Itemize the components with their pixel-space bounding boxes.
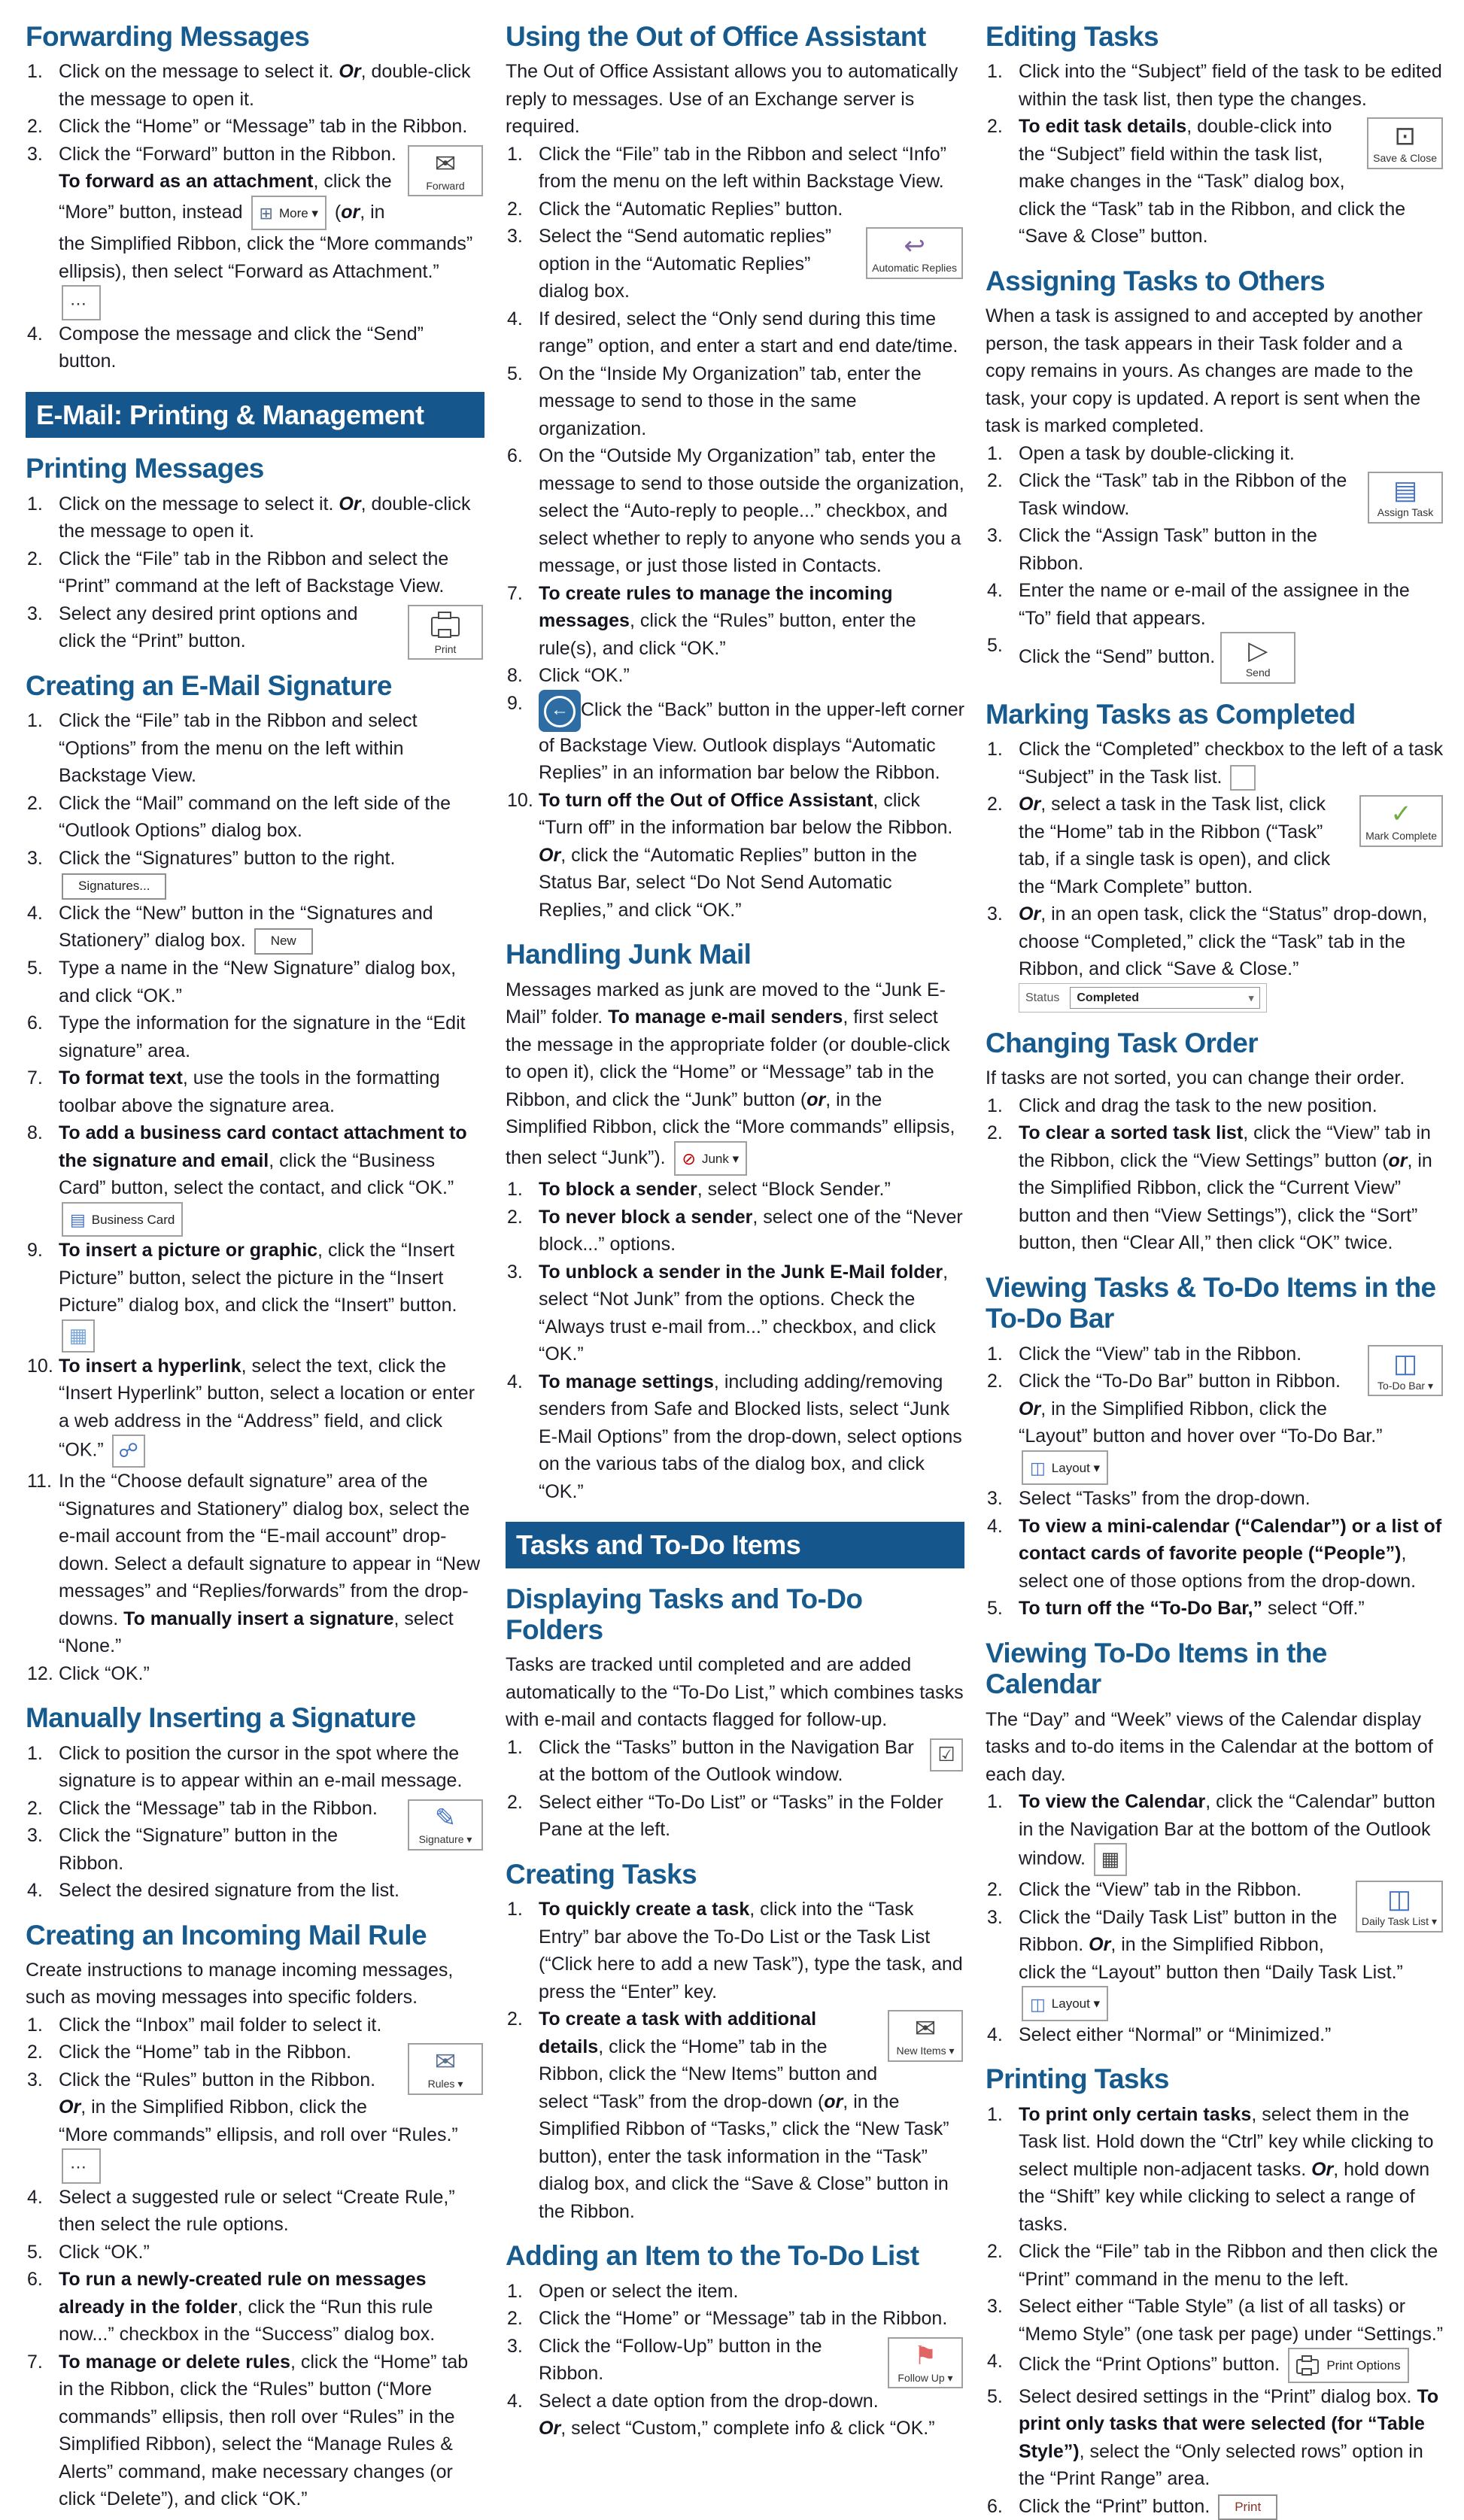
step-item: Click the “Print” button. Print [986, 2493, 1444, 2520]
step-list [986, 58, 1444, 250]
step-list [506, 1896, 964, 2225]
step-item: Click the “File” tab in the Ribbon and select “Info” from the menu on the left within Backstage View. [539, 143, 946, 193]
section-heading: Printing Tasks [986, 2063, 1169, 2095]
calendar-button-icon: ▦ [1094, 1843, 1127, 1876]
step-list [986, 1340, 1444, 1623]
section-heading: Assigning Tasks to Others [986, 265, 1326, 296]
step-item: Click the “File” tab in the Ribbon and select the “Print” command at the left of Backstage View. [59, 548, 449, 597]
section-intro: Messages marked as junk are moved to the “Junk E-Mail” folder. To manage e-mail senders, first select the message in the appropriate folder (or double-click to open it), click the “Home” or “Message” tab in the Ribbon, and click the “Junk” button (or, in the Simplified Ribbon, click the “More commands” ellipsis, then select “Junk”). ⊘ Junk ▾ [506, 976, 964, 1177]
step-item: ✉ Rules ▾ Click the “Home” tab in the Ribbon. [26, 2039, 484, 2066]
step-list [26, 707, 484, 1687]
step-item: Click on the message to select it. Or, double-click the message to open it. [59, 493, 471, 542]
section-heading: Manually Inserting a Signature [26, 1702, 416, 1734]
section-heading: Creating an E-Mail Signature [26, 669, 392, 701]
step-item: Select desired settings in the “Print” dialog box. To print only tasks that were selected (for “Table Style”), select the “Only selected rows” option in the “Print Range” area. [1019, 2385, 1439, 2490]
section-intro: When a task is assigned to and accepted by another person, the task appears in their Task folder and a copy remains in yours. As changes are made to the task, your copy is updated. A report is sent when the task is marked completed. [986, 305, 1423, 437]
printer-icon [1296, 2359, 1319, 2374]
step-item: ⊡ Save & Close To edit task details, double-click into the “Subject” field within the task list, make changes in the “Task” dialog box, click the “Task” tab in the Ribbon, and click the “Save & Close” button. [986, 113, 1444, 250]
step-item: To turn off the Out of Office Assistant, click “Turn off” in the information bar below the Ribbon. Or, click the “Automatic Replies” button in the Status Bar, select “Do Not Send Automatic Replies,” and click “OK.” [539, 789, 953, 921]
step-item: Click the “Home” or “Message” tab in the Ribbon. [539, 2308, 948, 2330]
step-item: To run a newly-created rule on messages already in the folder, click the “Run this rule now...” checkbox in the “Success” dialog box. [59, 2269, 436, 2345]
section-heading: Viewing Tasks & To-Do Items in the To-Do Bar [986, 1271, 1436, 1334]
layout-button-icon: ◫ Layout ▾ [1022, 1986, 1108, 2021]
section-heading: Marking Tasks as Completed [986, 698, 1356, 730]
step-item: Select the desired signature from the list. [59, 1880, 400, 1902]
step-item: To clear a sorted task list, click the “View” tab in the Ribbon, click the “View Settings” button (or, in the Simplified Ribbon, click the “Current View” button and then “View Settings”), click the “Sort” button, then “Clear All,” then click “OK” twice. [1019, 1122, 1432, 1254]
step-list [26, 58, 484, 375]
assign-task-button-icon: ▤ Assign Task [1368, 472, 1443, 523]
step-item: To view a mini-calendar (“Calendar”) or a list of contact cards of favorite people (“People”), select one of those options from the drop-down. [1019, 1515, 1442, 1592]
column-right [986, 21, 1444, 2517]
step-item: Click the “Signatures” button to the right. Signatures... [26, 845, 484, 900]
print-options-button-icon: Print Options [1288, 2348, 1408, 2383]
step-item: To never block a sender, select one of the “Never block...” options. [539, 1206, 963, 1255]
section-intro: The Out of Office Assistant allows you to automatically reply to messages. Use of an Exchange server is required. [506, 61, 958, 138]
hyperlink-button-icon: ☍ [112, 1435, 145, 1468]
step-item: Enter the name or e-mail of the assignee in the “To” field that appears. [1019, 580, 1410, 629]
step-list [986, 1788, 1444, 2048]
step-item: Select either “To-Do List” or “Tasks” in the Folder Pane at the left. [539, 1791, 943, 1841]
step-item: On the “Outside My Organization” tab, enter the message to send to those outside the organization, select the “Auto-reply to people...” checkbox, and select whether to reply to anyone who sends you a message, or just those listed in Contacts. [539, 445, 964, 577]
print-button-small-icon: Print [1218, 2494, 1277, 2520]
step-item: Click to position the cursor in the spot where the signature is to appear within an e-mail message. [59, 1742, 463, 1792]
print-button-icon: Print [408, 605, 483, 660]
section-heading: Adding an Item to the To-Do List [506, 2240, 919, 2272]
step-list [26, 1740, 484, 1905]
step-item: To quickly create a task, click into the “Task Entry” bar above the To-Do List or the Task List (“Click here to add a new Task”), type the task, and press the “Enter” key. [539, 1899, 963, 2002]
section-intro: If tasks are not sorted, you can change their order. [986, 1067, 1405, 1089]
section-heading: Displaying Tasks and To-Do Folders [506, 1583, 863, 1645]
ellipsis-button-icon: ⋯ [62, 2148, 101, 2184]
step-list [986, 2101, 1444, 2520]
section-heading: Creating Tasks [506, 1858, 697, 1890]
step-item: To create rules to manage the incoming messages, click the “Rules” button, enter the rule(s), and click “OK.” [539, 582, 916, 659]
step-item: Click and drag the task to the new position. [1019, 1095, 1377, 1116]
step-item: ✓ Mark Complete Or, select a task in the Task list, click the “Home” tab in the Ribbon (“Task” tab, if a single task is open), and click the “Mark Complete” button. [986, 791, 1444, 900]
step-item: Open a task by double-clicking it. [1019, 442, 1295, 464]
step-item: ◫ To-Do Bar ▾ Click the “View” tab in the Ribbon. [986, 1340, 1444, 1368]
step-item: On the “Inside My Organization” tab, enter the message to send to those in the same organization. [539, 363, 922, 439]
section-heading: Forwarding Messages [26, 21, 310, 52]
step-item: Click the “Mail” command on the left side of the “Outlook Options” dialog box. [59, 792, 451, 841]
step-item: ☑ Click the “Tasks” button in the Navigation Bar at the bottom of the Outlook window. [506, 1734, 964, 1789]
section-heading: Editing Tasks [986, 21, 1159, 52]
step-list [986, 736, 1444, 1013]
step-item: ← Click the “Back” button in the upper-left corner of Backstage View. Outlook displays “Automatic Replies” in an information bar below the Ribbon. [506, 690, 964, 787]
step-item: Click the “File” tab in the Ribbon and select “Options” from the menu on the left within Backstage View. [59, 710, 418, 786]
section-intro: The “Day” and “Week” views of the Calendar display tasks and to-do items in the Calendar at the bottom of each day. [986, 1708, 1433, 1785]
step-item: To block a sender, select “Block Sender.” [539, 1179, 891, 1201]
new-button-icon: New [254, 928, 313, 955]
insert-picture-button-icon: ▦ [62, 1319, 95, 1353]
mark-complete-button-icon: ✓ Mark Complete [1359, 795, 1443, 846]
step-item: To insert a picture or graphic, click the “Insert Picture” button, select the picture in the “Insert Picture” dialog box, and click the “Insert” button. ▦ [26, 1237, 484, 1353]
step-item: Click the “Signature” button in the Ribbon. [59, 1825, 339, 1874]
step-item: To turn off the “To-Do Bar,” select “Off.” [1019, 1598, 1365, 1620]
step-list [986, 1092, 1444, 1257]
rules-button-icon: ✉ Rules ▾ [408, 2043, 483, 2094]
step-item: ⚑ Follow Up ▾ Click the “Follow-Up” button in the Ribbon. [506, 2333, 964, 2388]
step-item: Click “OK.” [59, 2241, 150, 2263]
step-item: ✉ Forward Click the “Forward” button in the Ribbon. To forward as an attachment, click the “More” button, instead ⊞ More ▾ (or, in the Simplified Ribbon, click the “More commands” ellipsis), then select “Forward as Attachment.” ⋯ [26, 141, 484, 320]
step-item: To add a business card contact attachment to the signature and email, click the “Business Card” button, select the contact, and click “OK.” ▤ Business Card [26, 1119, 484, 1237]
section-intro: Tasks are tracked until completed and are added automatically to the “To-Do List,” which combines tasks with e-mail and contacts flagged for follow-up. [506, 1654, 964, 1731]
todo-bar-button-icon: ◫ To-Do Bar ▾ [1368, 1345, 1443, 1396]
step-item: ▤ Assign Task Click the “Task” tab in the Ribbon of the Task window. [986, 467, 1444, 522]
step-item: Click the “Rules” button in the Ribbon. Or, in the Simplified Ribbon, click the “More commands” ellipsis, and roll over “Rules.” ⋯ [26, 2066, 484, 2184]
column-middle [506, 21, 964, 2440]
step-item: Click the “New” button in the “Signatures and Stationery” dialog box. New [26, 900, 484, 955]
step-item: Click “OK.” [59, 1662, 150, 1684]
step-item: Click “OK.” [539, 665, 630, 687]
step-item: ◫ Daily Task List ▾ Click the “View” tab in the Ribbon. [986, 1876, 1444, 1904]
step-list [26, 2011, 484, 2513]
step-item: Click the “Completed” checkbox to the left of a task “Subject” in the Task list. [986, 736, 1444, 791]
step-item: ↩ Automatic Replies Select the “Send automatic replies” option in the “Automatic Replies” dialog box. [506, 223, 964, 305]
step-item: Click the “Inbox” mail folder to select it. [59, 2014, 382, 2036]
step-item: Select either “Normal” or “Minimized.” [1019, 2024, 1332, 2045]
section-heading: Creating an Incoming Mail Rule [26, 1919, 427, 1951]
new-items-button-icon: ✉ New Items ▾ [888, 2010, 963, 2061]
step-item: Click on the message to select it. Or, double-click the message to open it. [59, 61, 471, 110]
status-field-icon: Status Completed ▾ [1019, 983, 1267, 1013]
save-close-button-icon: ⊡ Save & Close [1367, 117, 1443, 169]
step-list [506, 141, 964, 925]
step-list [506, 2278, 964, 2443]
section-heading: Viewing To-Do Items in the Calendar [986, 1637, 1327, 1700]
signatures-button-icon: Signatures... [62, 873, 166, 900]
step-list [26, 490, 484, 655]
step-item: Click the “Send” button. ▷ Send [986, 632, 1444, 683]
step-item: To view the Calendar, click the “Calendar” button in the Navigation Bar at the bottom of the Outlook window. ▦ [986, 1788, 1444, 1876]
step-item: If desired, select the “Only send during this time range” option, and enter a start and end date/time. [539, 308, 958, 357]
step-item: Click the “Automatic Replies” button. [539, 198, 843, 220]
step-item: To unblock a sender in the Junk E-Mail folder, select “Not Junk” from the options. Check the “Always trust e-mail from...” checkbox, and click “OK.” [539, 1261, 949, 1365]
more-button-icon: ⊞ More ▾ [251, 196, 327, 231]
junk-button-icon: ⊘ Junk ▾ [674, 1141, 748, 1177]
layout-button-icon: ◫ Layout ▾ [1022, 1450, 1108, 1486]
step-item: In the “Choose default signature” area of the “Signatures and Stationery” dialog box, select the e-mail account from the “E-mail account” drop-down. Select a default signature to appear in “New messages” and “Replies/forwards” from the drop-downs. To manually insert a signature, select “None.” [59, 1471, 481, 1657]
step-item: ✉ New Items ▾ To create a task with additional details, click the “Home” tab in the Ribbon, click the “New Items” button and select “Task” from the drop-down (or, in the Simplified Ribbon of “Tasks,” click the “New Task” button), enter the task information in the “Task” dialog box, and click the “Save & Close” button in the Ribbon. [506, 2005, 964, 2225]
automatic-replies-button-icon: ↩ Automatic Replies [866, 227, 963, 278]
step-item: To insert a hyperlink, select the text, click the “Insert Hyperlink” button, select a location or enter a web address in the “Address” field, and click “OK.” ☍ [26, 1353, 484, 1468]
section-heading: Printing Messages [26, 453, 264, 484]
step-list [506, 1734, 964, 1844]
forward-button-icon: ✉ Forward [408, 145, 483, 196]
step-item: Click the “File” tab in the Ribbon and then click the “Print” command in the menu to the left. [1019, 2241, 1438, 2290]
step-list [986, 440, 1444, 684]
step-item: Or, in an open task, click the “Status” drop-down, choose “Completed,” click the “Task” tab in the Ribbon, and click “Save & Close.” Status Completed ▾ [986, 900, 1444, 1013]
daily-task-list-button-icon: ◫ Daily Task List ▾ [1356, 1881, 1443, 1932]
section-heading: Handling Junk Mail [506, 939, 752, 970]
section-banner: Tasks and To-Do Items [506, 1522, 964, 1568]
step-item: To print only certain tasks, select them in the Task list. Hold down the “Ctrl” key while clicking to select multiple non-adjacent tasks. Or, hold down the “Shift” key while clicking to select a range of tasks. [1019, 2103, 1434, 2235]
step-item: Click the “Daily Task List” button in the Ribbon. Or, in the Simplified Ribbon, click the “Layout” button then “Daily Task List.” ◫ Layout ▾ [986, 1904, 1444, 2021]
ellipsis-button-icon: ⋯ [62, 285, 101, 320]
send-button-icon: ▷ Send [1220, 632, 1295, 683]
step-item: Select “Tasks” from the drop-down. [1019, 1488, 1311, 1510]
step-item: Click the “Home” or “Message” tab in the Ribbon. [59, 116, 468, 138]
completed-checkbox-icon [1230, 765, 1256, 791]
step-list [506, 1176, 964, 1505]
signature-button-icon: ✎ Signature ▾ [408, 1799, 483, 1851]
tasks-button-icon: ☑ [930, 1738, 963, 1772]
step-item: To format text, use the tools in the formatting toolbar above the signature area. [59, 1067, 440, 1116]
step-item: To manage settings, including adding/removing senders from Safe and Blocked lists, select “Junk E-Mail Options” from the drop-down, select options on the various tabs of the dialog box, and click “OK.” [539, 1371, 962, 1502]
section-intro: Create instructions to manage incoming messages, such as moving messages into specific folders. [26, 1959, 454, 2008]
step-item: Click the “To-Do Bar” button in Ribbon. Or, in the Simplified Ribbon, click the “Layout” button and hover over “To-Do Bar.” ◫ Layout ▾ [986, 1368, 1444, 1485]
step-item: Select either “Table Style” (a list of all tasks) or “Memo Style” (one task per page) under “Settings.” [1019, 2296, 1444, 2345]
step-item: Select a date option from the drop-down. Or, select “Custom,” complete info & click “OK.” [539, 2390, 935, 2440]
step-item: Click the “Assign Task” button in the Ribbon. [1019, 525, 1317, 574]
step-item: Type a name in the “New Signature” dialog box, and click “OK.” [59, 958, 457, 1006]
step-item: Click the “Print Options” button. Print Options [986, 2348, 1444, 2383]
step-item: ✎ Signature ▾ Click the “Message” tab in the Ribbon. [26, 1795, 484, 1823]
step-item: Select a suggested rule or select “Create Rule,” then select the rule options. [59, 2186, 455, 2236]
back-button-icon: ← [539, 690, 581, 732]
step-item: To manage or delete rules, click the “Home” tab in the Ribbon, click the “Rules” button (“More commands” ellipsis, then roll over “Rules” in the Simplified Ribbon), select the “Manage Rules & Alerts” command, make necessary changes (or click “Delete”), and click “OK.” [59, 2351, 469, 2510]
step-item: Print Select any desired print options and click the “Print” button. [26, 600, 484, 655]
step-item: Type the information for the signature in the “Edit signature” area. [59, 1013, 466, 1061]
section-heading: Using the Out of Office Assistant [506, 21, 926, 52]
follow-up-button-icon: ⚑ Follow Up ▾ [888, 2337, 963, 2388]
step-item: Compose the message and click the “Send” button. [59, 323, 424, 372]
step-item: Open or select the item. [539, 2280, 739, 2302]
section-banner: E-Mail: Printing & Management [26, 392, 484, 438]
business-card-button-icon: ▤ Business Card [62, 1202, 183, 1237]
section-heading: Changing Task Order [986, 1028, 1259, 1059]
step-item: Click into the “Subject” field of the task to be edited within the task list, then type the changes. [1019, 61, 1442, 110]
column-left [26, 21, 484, 2510]
printer-icon [431, 617, 460, 636]
